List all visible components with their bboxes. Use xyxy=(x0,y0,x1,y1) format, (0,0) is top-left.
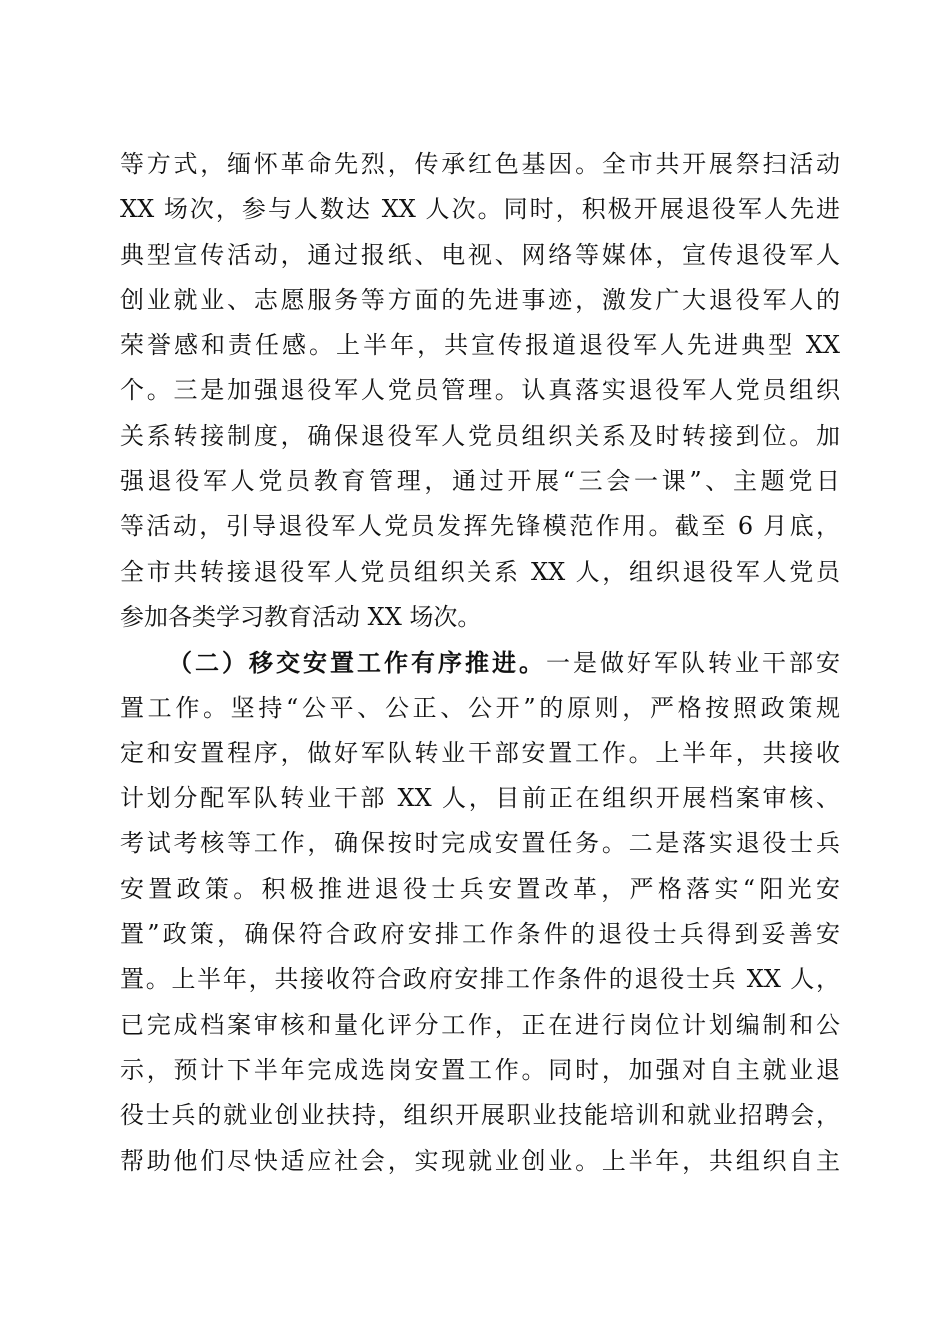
text-line: 等方式，缅怀革命先烈，传承红色基因。全市共开展祭扫活动 xyxy=(120,150,840,178)
text-line: 已完成档案审核和量化评分工作，正在进行岗位计划编制和公 xyxy=(120,1010,840,1039)
text-line: 考试考核等工作，确保按时完成安置任务。二是落实退役士兵 xyxy=(120,829,840,858)
text-line: XX 场次，参与人数达 XX 人次。同时，积极开展退役军人先进 xyxy=(120,195,840,224)
text-line: 安置政策。积极推进退役士兵安置改革，严格落实“阳光安 xyxy=(120,874,840,903)
text-line: 置。上半年，共接收符合政府安排工作条件的退役士兵 XX 人， xyxy=(120,965,840,994)
text-line: 关系转接制度，确保退役军人党员组织关系及时转接到位。加 xyxy=(120,421,840,450)
body-text xyxy=(120,142,840,1184)
section-heading-line xyxy=(120,640,840,685)
text-line: 示，预计下半年完成选岗安置工作。同时，加强对自主就业退 xyxy=(120,1055,840,1084)
text-line: 创业就业、志愿服务等方面的先进事迹，激发广大退役军人的 xyxy=(120,285,840,314)
text-line: 全市共转接退役军人党员组织关系 XX 人，组织退役军人党员 xyxy=(120,557,840,586)
text-line: 等活动，引导退役军人党员发挥先锋模范作用。截至 6 月底， xyxy=(120,512,840,541)
text-line: 帮助他们尽快适应社会，实现就业创业。上半年，共组织自主 xyxy=(120,1146,840,1175)
text-line: 定和安置程序，做好军队转业干部安置工作。上半年，共接收 xyxy=(120,738,840,767)
text-line: 强退役军人党员教育管理，通过开展“三会一课”、主题党日 xyxy=(120,467,840,496)
text-line: 个。三是加强退役军人党员管理。认真落实退役军人党员组织 xyxy=(120,376,840,405)
text-line: 计划分配军队转业干部 XX 人，目前正在组织开展档案审核、 xyxy=(120,784,840,813)
text-line: 典型宣传活动，通过报纸、电视、网络等媒体，宣传退役军人 xyxy=(120,240,840,269)
text-line: 荣誉感和责任感。上半年，共宣传报道退役军人先进典型 XX xyxy=(120,331,840,360)
text-line: 役士兵的就业创业扶持，组织开展职业技能培训和就业招聘会， xyxy=(120,1101,840,1130)
text-line: 置工作。坚持“公平、公正、公开”的原则，严格按照政策规 xyxy=(120,693,840,722)
text-line: 参加各类学习教育活动 XX 场次。 xyxy=(120,602,482,631)
section-heading: （二）移交安置工作有序推进。 xyxy=(168,648,546,678)
text-segment: 一是做好军队转业干部安 xyxy=(546,649,840,678)
text-line: 置”政策，确保符合政府安排工作条件的退役士兵得到妥善安 xyxy=(120,920,840,949)
